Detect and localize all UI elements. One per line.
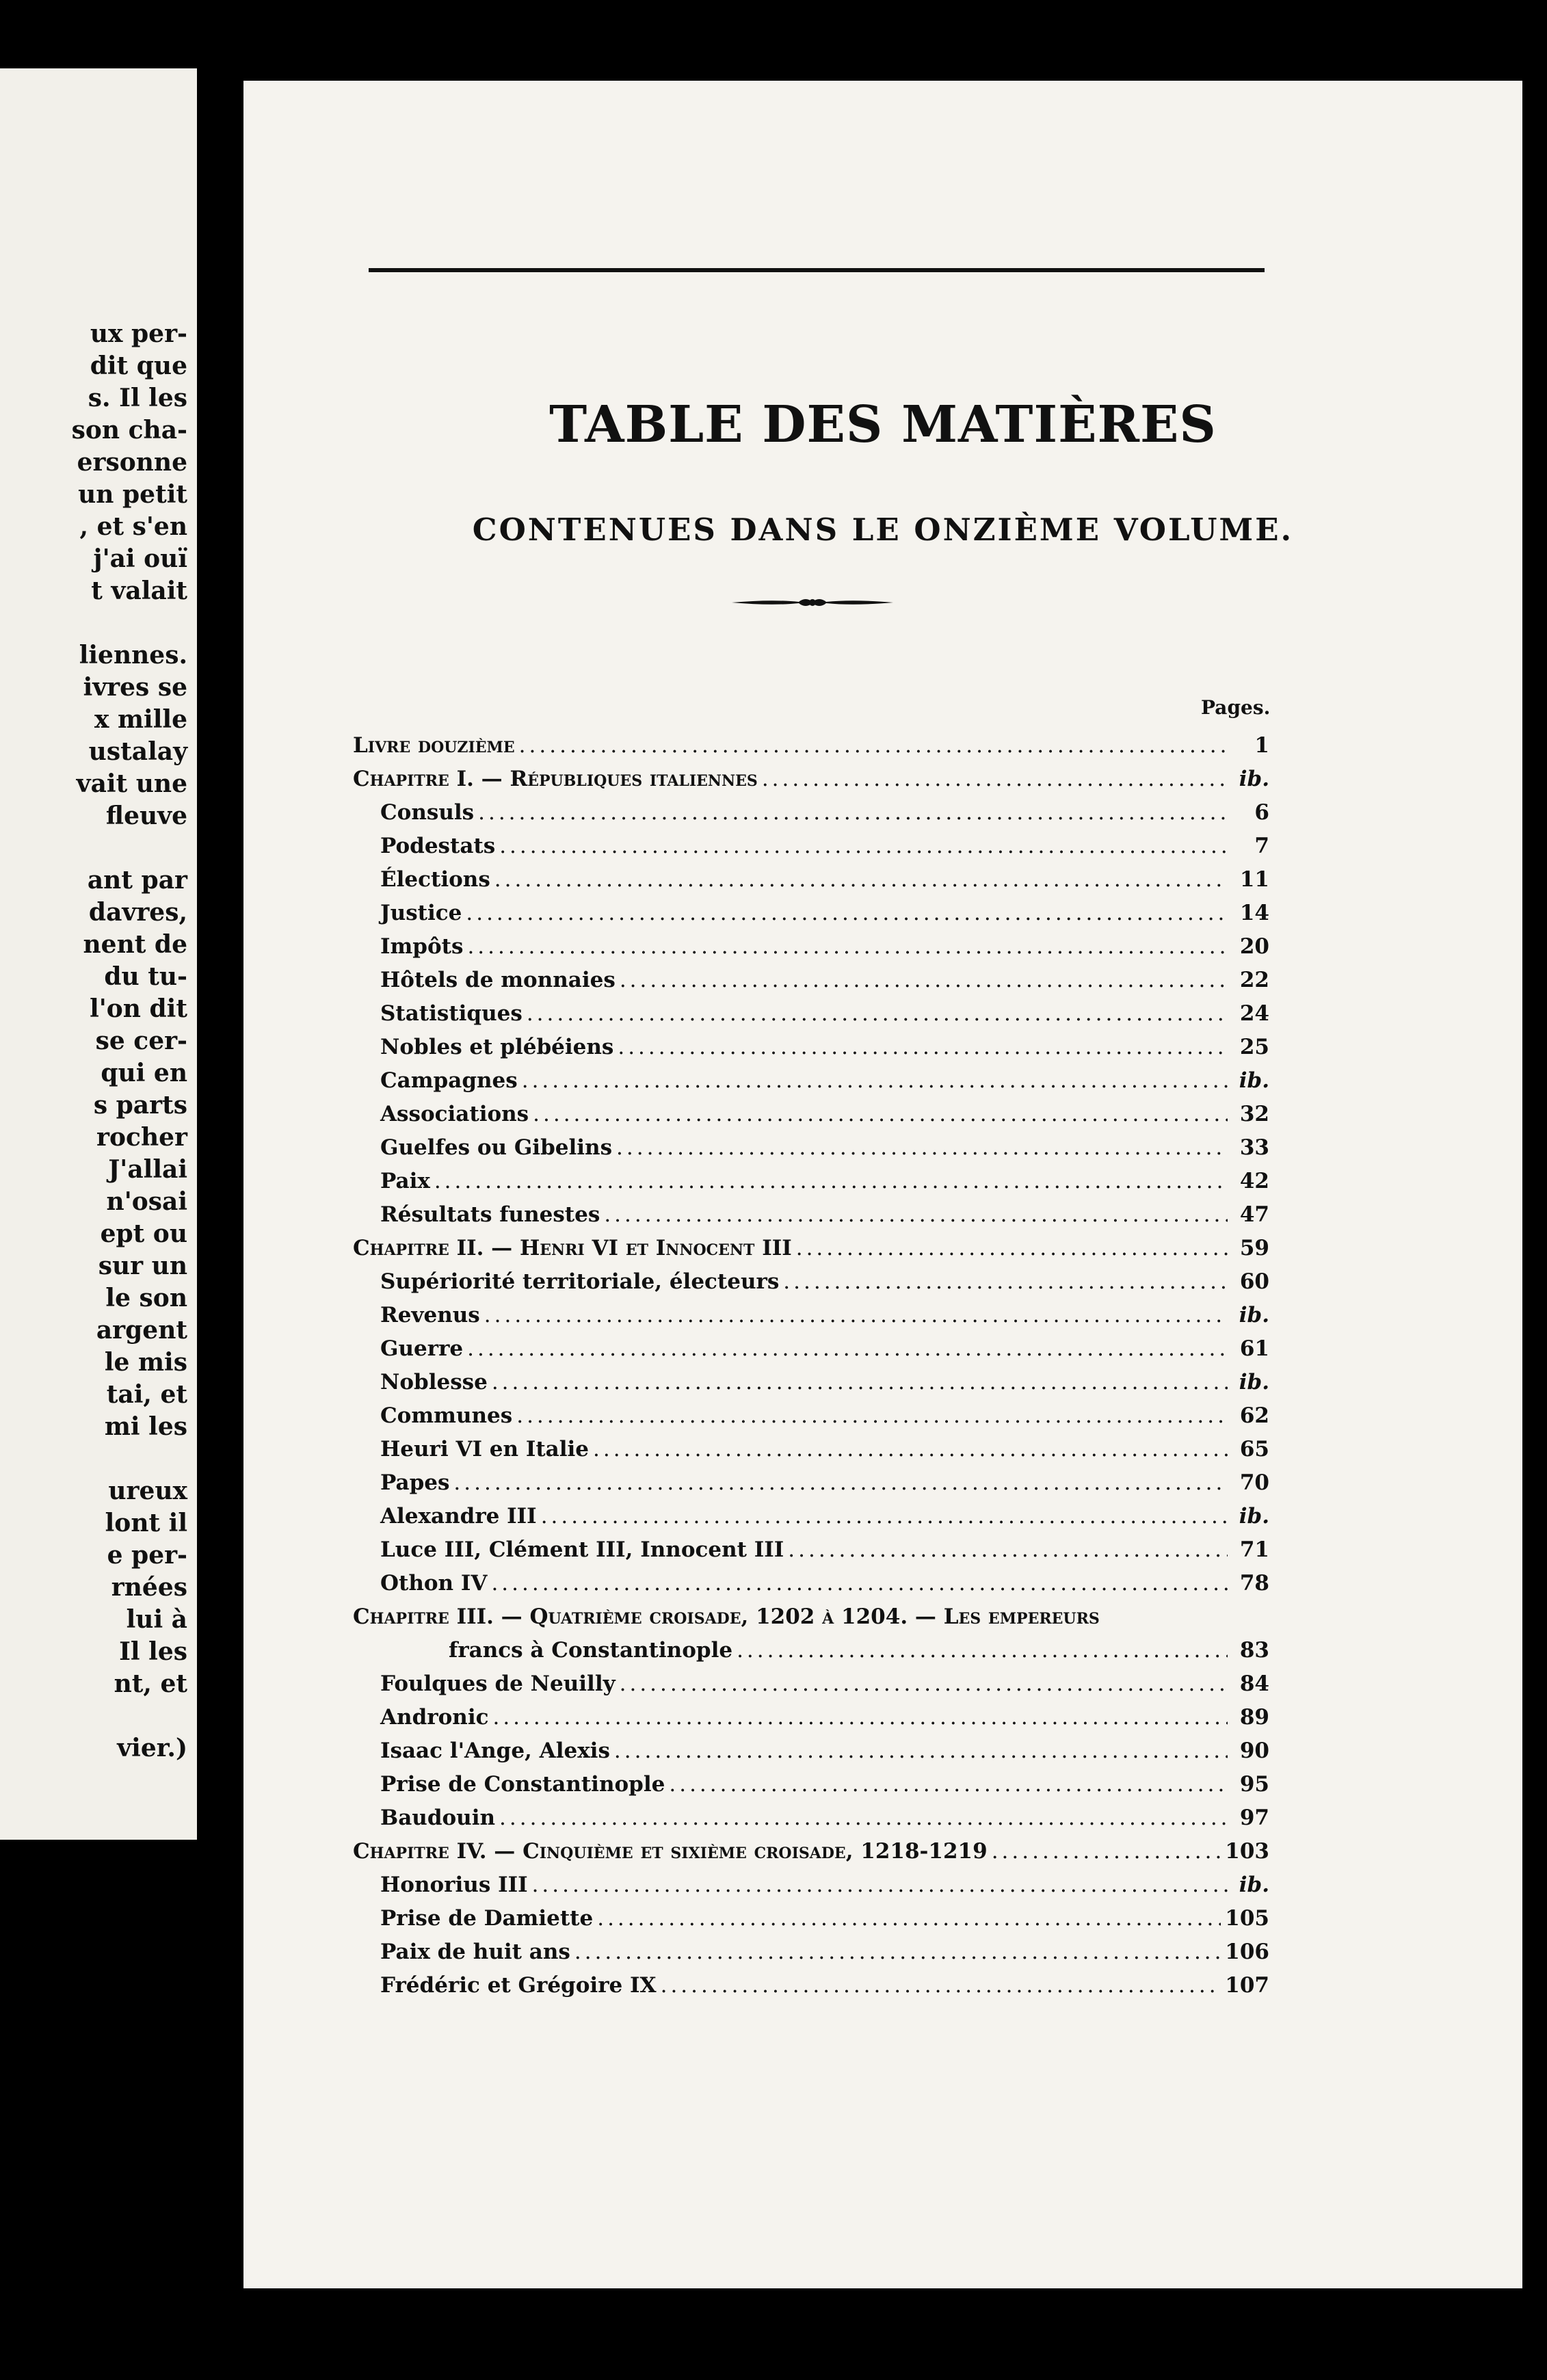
toc-entry-page: 107 (1225, 1973, 1269, 1998)
toc-entry-page: 95 (1239, 1772, 1269, 1797)
left-page-line: un petit (78, 480, 187, 509)
toc-section-row (353, 863, 1269, 897)
toc-entry-page: 60 (1239, 1269, 1269, 1294)
toc-entry-title: Paix (380, 1169, 430, 1193)
left-page-line: ustalay (88, 737, 187, 766)
toc-entry-page: 25 (1239, 1035, 1269, 1059)
left-page-line: argent (96, 1316, 187, 1345)
toc-chapter-continuation-row (353, 1634, 1269, 1667)
dot-leader (992, 1835, 1221, 1868)
left-page-line: l'on dit (90, 994, 187, 1023)
left-page-line: ivres se (83, 673, 187, 702)
dot-leader (453, 1466, 1228, 1500)
dot-leader (434, 1165, 1228, 1198)
toc-section-row (353, 897, 1269, 930)
toc-section-row (353, 1466, 1269, 1500)
main-page (243, 81, 1522, 2288)
dot-leader (467, 930, 1228, 964)
toc-section-row (353, 1935, 1269, 1969)
toc-entry-page: 106 (1225, 1940, 1269, 1964)
dot-leader (499, 1801, 1228, 1835)
toc-section-row (353, 1031, 1269, 1064)
toc-section-row (353, 1701, 1269, 1734)
toc-entry-title: Chapitre III. — Quatrième croisade, 1202 à 1204. — Les empereurs (353, 1604, 1100, 1629)
toc-section-row (353, 1768, 1269, 1801)
left-page-line: qui en (101, 1059, 187, 1087)
toc-entry-page: 89 (1239, 1705, 1269, 1730)
left-page-line: J'allai (108, 1155, 187, 1184)
top-rule (369, 268, 1265, 272)
dot-leader (616, 1131, 1228, 1165)
toc-entry-page: ib. (1239, 1303, 1269, 1327)
dot-leader (499, 830, 1228, 863)
toc-entry-page: 20 (1239, 934, 1269, 959)
left-page-line: le son (105, 1284, 187, 1312)
toc-entry-page: ib. (1239, 1068, 1269, 1093)
toc-entry-title: Alexandre III (380, 1504, 537, 1529)
toc-entry-page: 105 (1225, 1906, 1269, 1931)
toc-entry-title: Supériorité territoriale, électeurs (380, 1269, 780, 1294)
toc-entry-title: Consuls (380, 800, 475, 825)
left-page-line: j'ai ouï (93, 544, 187, 573)
toc-entry-page: 71 (1239, 1537, 1269, 1562)
dot-leader (484, 1299, 1228, 1332)
dot-leader (783, 1265, 1228, 1299)
left-page-line: e per- (107, 1541, 187, 1570)
toc-section-row (353, 1500, 1269, 1533)
left-page-line: du tu- (104, 962, 187, 991)
toc-entry-page: 84 (1239, 1671, 1269, 1696)
toc-entry-title: Baudouin (380, 1806, 496, 1830)
left-page-line: , et s'en (79, 512, 187, 541)
dot-leader (620, 1667, 1228, 1701)
toc-entry-page: 6 (1254, 800, 1269, 825)
toc-entry-page: 42 (1239, 1169, 1269, 1193)
dot-leader (522, 1064, 1228, 1098)
dot-leader (574, 1935, 1221, 1969)
toc-chapter-row (353, 1600, 1269, 1634)
left-page-line: ux per- (90, 319, 187, 348)
left-page-line: x mille (94, 705, 187, 734)
left-page-line: fleuve (105, 802, 187, 830)
toc-entry-page: 83 (1239, 1638, 1269, 1663)
toc-entry-page: 24 (1239, 1001, 1269, 1026)
toc-entry-title: Chapitre I. — Républiques italiennes (353, 767, 758, 791)
toc-entry-title: Campagnes (380, 1068, 518, 1093)
dot-leader (466, 897, 1228, 930)
toc-entry-title: Honorius III (380, 1873, 528, 1897)
left-page-line: ept ou (100, 1219, 187, 1248)
toc-section-row (353, 1902, 1269, 1935)
toc-section-row (353, 1299, 1269, 1332)
left-page-line: liennes. (79, 641, 187, 670)
pages-column-label: Pages. (1201, 696, 1271, 719)
dot-leader (492, 1366, 1228, 1399)
left-page-line: nt, et (114, 1669, 187, 1698)
toc-entry-title: Papes (380, 1470, 450, 1495)
toc-entry-page: ib. (1239, 1504, 1269, 1529)
toc-entry-title: Paix de huit ans (380, 1940, 570, 1964)
left-page-line: rocher (96, 1123, 187, 1152)
toc-entry-title: Résultats funestes (380, 1202, 600, 1227)
toc-entry-title: Statistiques (380, 1001, 523, 1026)
left-page-line: nent de (83, 930, 187, 959)
toc-entry-page: 22 (1239, 968, 1269, 992)
toc-entry-page: 33 (1239, 1135, 1269, 1160)
toc-entry-title: Prise de Damiette (380, 1906, 594, 1931)
toc-section-row (353, 1098, 1269, 1131)
toc-entry-page: 14 (1239, 901, 1269, 925)
toc-entry-page: ib. (1239, 767, 1269, 791)
toc-section-row (353, 997, 1269, 1031)
left-page-line: sur un (98, 1252, 187, 1280)
left-page-line: n'osai (106, 1187, 187, 1216)
toc-entry-page: 7 (1254, 834, 1269, 858)
table-of-contents (353, 729, 1269, 2002)
toc-chapter-row (353, 763, 1269, 796)
left-page-line: lui à (126, 1605, 187, 1634)
toc-section-row (353, 964, 1269, 997)
toc-entry-title: Élections (380, 867, 490, 892)
toc-entry-page: 90 (1239, 1738, 1269, 1763)
toc-entry-title: Communes (380, 1403, 513, 1428)
dot-leader (737, 1634, 1228, 1667)
toc-entry-page: 32 (1239, 1102, 1269, 1126)
dot-leader (467, 1332, 1228, 1366)
left-page-line: rnées (111, 1573, 187, 1602)
toc-entry-page: 1 (1254, 733, 1269, 758)
toc-entry-title: Associations (380, 1102, 529, 1126)
toc-section-row (353, 1265, 1269, 1299)
toc-section-row (353, 830, 1269, 863)
dot-leader (519, 729, 1228, 763)
toc-entry-title: Podestats (380, 834, 496, 858)
toc-book-row (353, 729, 1269, 763)
toc-entry-page: 11 (1239, 867, 1269, 892)
ornament-divider-icon (730, 592, 895, 613)
toc-entry-title: Othon IV (380, 1571, 488, 1596)
toc-section-row (353, 1667, 1269, 1701)
dot-leader (516, 1399, 1228, 1433)
dot-leader (532, 1868, 1228, 1902)
toc-entry-page: ib. (1239, 1873, 1269, 1897)
toc-entry-title: Guelfes ou Gibelins (380, 1135, 613, 1160)
toc-section-row (353, 1567, 1269, 1600)
left-page-line: davres, (88, 898, 187, 927)
toc-entry-page: 61 (1239, 1336, 1269, 1361)
toc-entry-page: 78 (1239, 1571, 1269, 1596)
left-page-line: dit que (90, 352, 187, 380)
toc-entry-title: Frédéric et Grégoire IX (380, 1973, 657, 1998)
toc-chapter-row (353, 1835, 1269, 1868)
left-page-line: mi les (104, 1412, 187, 1441)
toc-section-row (353, 1433, 1269, 1466)
dot-leader (796, 1232, 1228, 1265)
toc-section-row (353, 1533, 1269, 1567)
toc-entry-page: 70 (1239, 1470, 1269, 1495)
left-page-line: vait une (76, 769, 187, 798)
toc-section-row (353, 1969, 1269, 2002)
toc-entry-title: Prise de Constantinople (380, 1772, 665, 1797)
page-subtitle: CONTENUES DANS LE ONZIÈME VOLUME. (472, 512, 1294, 548)
toc-section-row (353, 1868, 1269, 1902)
toc-entry-page: 62 (1239, 1403, 1269, 1428)
toc-entry-title: Chapitre II. — Henri VI et Innocent III (353, 1236, 792, 1260)
toc-entry-title: Hôtels de monnaies (380, 968, 616, 992)
toc-section-row (353, 1064, 1269, 1098)
left-page-line: son cha- (71, 416, 187, 445)
toc-entry-page: ib. (1239, 1370, 1269, 1394)
left-page-line: ant par (87, 866, 187, 895)
toc-entry-title: francs à Constantinople (449, 1638, 733, 1663)
dot-leader (620, 964, 1228, 997)
left-page-line: ersonne (77, 448, 187, 477)
toc-entry-page: 65 (1239, 1437, 1269, 1462)
toc-entry-title: Guerre (380, 1336, 464, 1361)
left-page-line: le mis (104, 1348, 187, 1377)
dot-leader (618, 1031, 1228, 1064)
toc-entry-page: 47 (1239, 1202, 1269, 1227)
toc-entry-title: Luce III, Clément III, Innocent III (380, 1537, 784, 1562)
toc-entry-title: Livre douzième (353, 733, 515, 758)
toc-entry-title: Andronic (380, 1705, 489, 1730)
toc-entry-title: Chapitre IV. — Cinquième et sixième croisade, 1218-1219 (353, 1839, 988, 1864)
toc-section-row (353, 796, 1269, 830)
toc-entry-page: 59 (1239, 1236, 1269, 1260)
toc-section-row (353, 1332, 1269, 1366)
dot-leader (788, 1533, 1228, 1567)
toc-entry-page: 103 (1225, 1839, 1269, 1864)
toc-section-row (353, 930, 1269, 964)
left-page-line: se cer- (95, 1027, 187, 1055)
toc-section-row (353, 1198, 1269, 1232)
left-page-line: vier.) (117, 1734, 187, 1762)
toc-entry-title: Isaac l'Ange, Alexis (380, 1738, 610, 1763)
dot-leader (492, 1701, 1228, 1734)
dot-leader (541, 1500, 1228, 1533)
toc-entry-title: Revenus (380, 1303, 480, 1327)
dot-leader (478, 796, 1228, 830)
toc-section-row (353, 1734, 1269, 1768)
toc-section-row (353, 1366, 1269, 1399)
toc-section-row (353, 1399, 1269, 1433)
dot-leader (614, 1734, 1228, 1768)
left-page-line: tai, et (106, 1380, 187, 1409)
left-page-line: ureux (108, 1477, 187, 1505)
dot-leader (593, 1433, 1228, 1466)
toc-entry-title: Foulques de Neuilly (380, 1671, 616, 1696)
dot-leader (491, 1567, 1228, 1600)
toc-entry-title: Impôts (380, 934, 464, 959)
dot-leader (669, 1768, 1228, 1801)
toc-entry-title: Heuri VI en Italie (380, 1437, 590, 1462)
toc-entry-page: 97 (1239, 1806, 1269, 1830)
dot-leader (762, 763, 1228, 796)
toc-chapter-row (353, 1232, 1269, 1265)
left-page-fragment (0, 68, 197, 1840)
page-title: TABLE DES MATIÈRES (549, 395, 1217, 454)
dot-leader (604, 1198, 1228, 1232)
left-page-line: lont il (105, 1509, 187, 1537)
dot-leader (597, 1902, 1221, 1935)
dot-leader (527, 997, 1228, 1031)
dot-leader (661, 1969, 1221, 2002)
left-page-line: t valait (91, 577, 187, 605)
left-page-line: s. Il les (88, 384, 187, 412)
toc-section-row (353, 1131, 1269, 1165)
dot-leader (494, 863, 1228, 897)
toc-entry-title: Justice (380, 901, 462, 925)
left-page-line: s parts (93, 1091, 187, 1120)
toc-entry-title: Noblesse (380, 1370, 488, 1394)
toc-section-row (353, 1165, 1269, 1198)
toc-section-row (353, 1801, 1269, 1835)
dot-leader (533, 1098, 1228, 1131)
left-page-line: Il les (119, 1637, 187, 1666)
toc-entry-title: Nobles et plébéiens (380, 1035, 614, 1059)
